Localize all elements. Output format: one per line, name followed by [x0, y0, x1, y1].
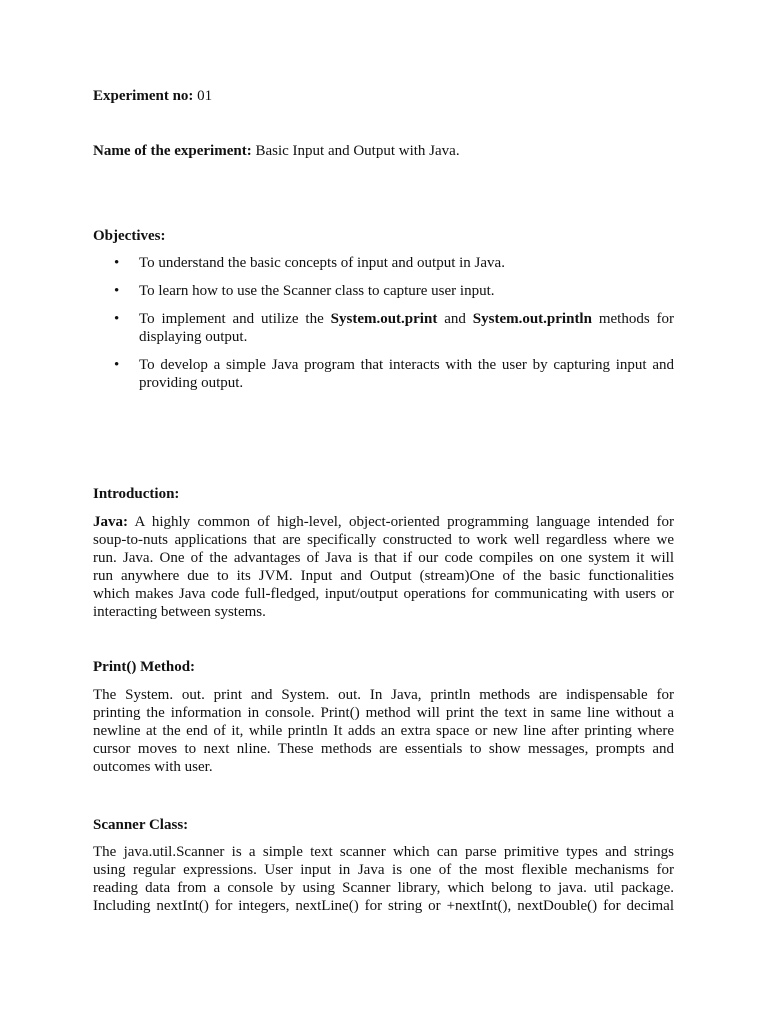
code-println: System.out.println	[472, 311, 592, 327]
experiment-name-value: Basic Input and Output with Java.	[255, 143, 460, 159]
objective-text: To implement and utilize the System.out.print and System.out.println methods for	[139, 311, 675, 327]
experiment-name-label: Name of the experiment:	[93, 143, 252, 159]
experiment-value: 01	[197, 88, 213, 104]
experiment-label: Experiment no:	[93, 88, 194, 104]
bullet-icon: •	[114, 255, 120, 271]
bullet-icon: •	[114, 311, 120, 327]
experiment-number	[93, 88, 674, 105]
code-print: System.out.print	[330, 311, 438, 327]
objective-text: To learn how to use the Scanner class to capture user input.	[139, 283, 495, 299]
introduction-heading: Introduction:	[93, 486, 180, 502]
objectives-heading: Objectives:	[93, 228, 166, 244]
introduction-paragraph: Java: A highly common of high-level, object-oriented programming language intended for soup-to-nuts applications that are specifically constructed to work well regardless where we run. Java. One of the advantages of Java is that if our code compiles on one system it will run anywhere due to its JVM. Input and Output (stream)One of the basic functionalities which makes Java code full-fledged, input/output operations for communicating with users or interacting between systems.	[93, 514, 674, 620]
bullet-icon: •	[114, 357, 120, 373]
bullet-icon: •	[114, 283, 120, 299]
print-method-paragraph: The System. out. print and System. out. In Java, println methods are indispensable for printing the information in console. Print() method will print the text in same line without a newline at the end of it, while println It adds an extra space or new line after printing where cursor moves to next nline. These methods are essentials to show messages, prompts and outcomes with user.	[93, 687, 674, 775]
objective-text: To develop a simple Java program that interacts with the user by capturing input and	[139, 357, 674, 373]
scanner-class-heading: Scanner Class:	[93, 817, 189, 833]
scanner-class-paragraph: The java.util.Scanner is a simple text scanner which can parse primitive types and strings using regular expressions. User input in Java is one of the most flexible mechanisms for reading data from a console by using Scanner library, which belong to java. util package. Including nextInt() for integers, nextLine() for string or +nextInt(), nextDouble() for decimal	[93, 844, 674, 914]
print-method-heading: Print() Method:	[93, 659, 196, 675]
objective-text: providing output.	[139, 375, 244, 391]
experiment-name	[93, 143, 674, 160]
objective-text: To understand the basic concepts of input and output in Java.	[139, 255, 505, 271]
java-lead: Java:	[93, 514, 128, 530]
objective-text: displaying output.	[139, 329, 248, 345]
